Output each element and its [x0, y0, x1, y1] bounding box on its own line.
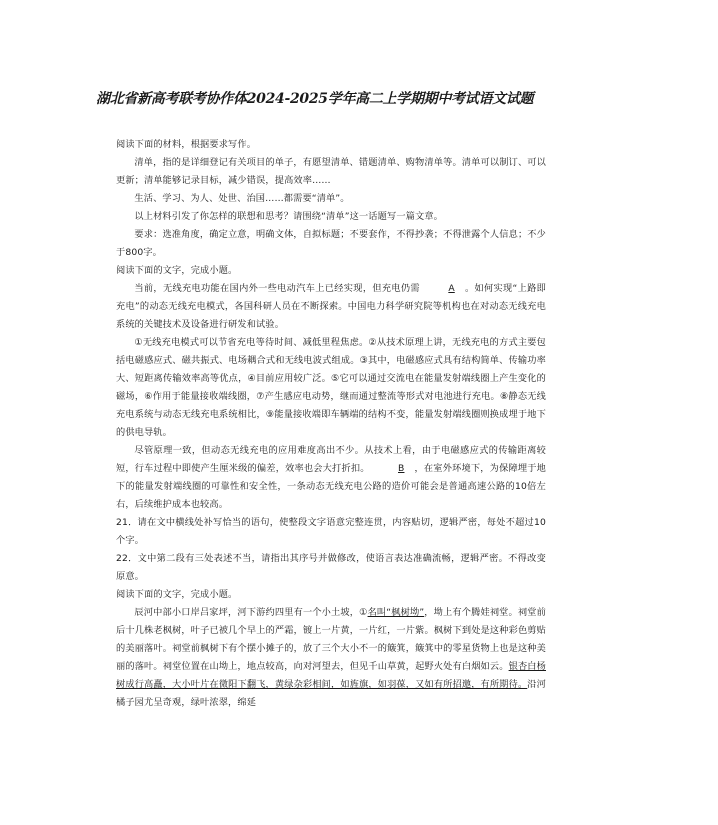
- passage1-p3-text-b: ，在室外环境下，为保障埋于地下的能量发射端线圈的可靠性和安全性，一条动态无线充电公路的造价可能会是普通高速公路的10倍左右，后续维护成本也较高。: [116, 463, 546, 510]
- passage1-p1-text-b: 。如何实现“上路即充电”的动态无线充电模式，各国科研人员在不断探索。中国电力科学研究院等机构也在对动态无线充电系统的关键技术及设备进行研发和试验。: [116, 283, 547, 330]
- document-body: [116, 136, 546, 712]
- passage2-p1-text-a: 辰河中部小口岸吕家坪，河下游约四里有一个小土坡，①: [134, 607, 368, 618]
- passage2-p1-text-b: ，坳上有个腾娃祠堂。祠堂前后十几株老枫树，叶子已被几个早上的严霜，镀上一片黄，一片红，一片紫。枫树下到处是这种彩色剪贴的美丽落叶。祠堂前枫树下有个摆小摊子的，放了三个大小不一的簸箕，簸箕中的零星货物上也是这种美丽的落叶。祠堂位置在山坳上，地点较高，向对河望去，但见千山草黄，起野火处有白烟如云。: [116, 607, 546, 672]
- passage2-paragraph-1: [116, 604, 546, 712]
- writing-intro: 阅读下面的材料，根据要求写作。: [116, 139, 257, 150]
- passage1-paragraph-2: ①无线充电模式可以节省充电等待时间、减低里程焦虑。②从技术原理上讲，无线充电的方式主要包括电磁感应式、磁共振式、电场耦合式和无线电波式组成。③其中，电磁感应式具有结构简单、传输功率大、短距离传输效率高等优点，④目前应用较广泛。⑤它可以通过交流电在能量发射端线圈上产生变化的磁场，⑥作用于能量接收端线圈，⑦产生感应电动势，继而通过整流等形式对电池进行充电。⑧静态无线充电系统与动态无线充电系统相比，⑨能量接收端即车辆端的结构不变，能量发射端线圈则换成埋于地下的供电导轨。: [116, 337, 546, 438]
- underlined-phrase-1: 名叫“枫树坳”: [367, 607, 425, 618]
- passage1-p1-text-a: 当前，无线充电功能在国内外一些电动汽车上已经实现，但充电仍需: [134, 283, 420, 294]
- passage1-p3-text-a: 尽管原理一致，但动态无线充电的应用难度高出不少。从技术上看，由于电磁感应式的传输距离较短，行车过程中即使产生厘米级的偏差，效率也会大打折扣。: [116, 445, 546, 474]
- question-22: 22．文中第二段有三处表述不当，请指出其序号并做修改，使语言表达准确流畅，逻辑严密。不得改变原意。: [116, 553, 546, 582]
- passage2-p1-text-c: 沿河橘子园尤呈奇观，绿叶浓翠，绵延: [116, 679, 546, 708]
- blank-b: B: [398, 463, 405, 474]
- passage1-paragraph-1: [116, 280, 546, 334]
- passage1-intro: 阅读下面的文字，完成小题。: [116, 265, 238, 276]
- blank-a: A: [448, 283, 455, 294]
- writing-requirements: 要求：选准角度，确定立意，明确文体，自拟标题；不要套作，不得抄袭；不得泄露个人信息；不少于800字。: [116, 229, 546, 258]
- underlined-sentence-2: 银杏白杨树成行高矗，大小叶片在微阳下翻飞，黄绿杂彩相间，如旌旗，如羽葆，又如有所招邀，有所期待。: [116, 661, 546, 690]
- writing-paragraph-3: 以上材料引发了你怎样的联想和思考？请围绕“清单”这一话题写一篇文章。: [134, 211, 444, 222]
- question-21: 21．请在文中横线处补写恰当的语句，使整段文字语意完整连贯，内容贴切，逻辑严密，每处不超过10个字。: [116, 517, 546, 546]
- passage2-intro: 阅读下面的文字，完成小题。: [116, 589, 238, 600]
- exam-title: 湖北省新高考联考协作体2024-2025学年高二上学期期中考试语文试题: [96, 91, 534, 107]
- passage1-paragraph-3: [116, 442, 546, 514]
- writing-paragraph-2: 生活、学习、为人、处世、治国……都需要“清单”。: [134, 193, 350, 204]
- writing-paragraph-1: 清单，指的是详细登记有关项目的单子，有愿望清单、错题清单、购物清单等。清单可以制订、可以更新；清单能够记录目标，减少错误，提高效率……: [116, 157, 546, 186]
